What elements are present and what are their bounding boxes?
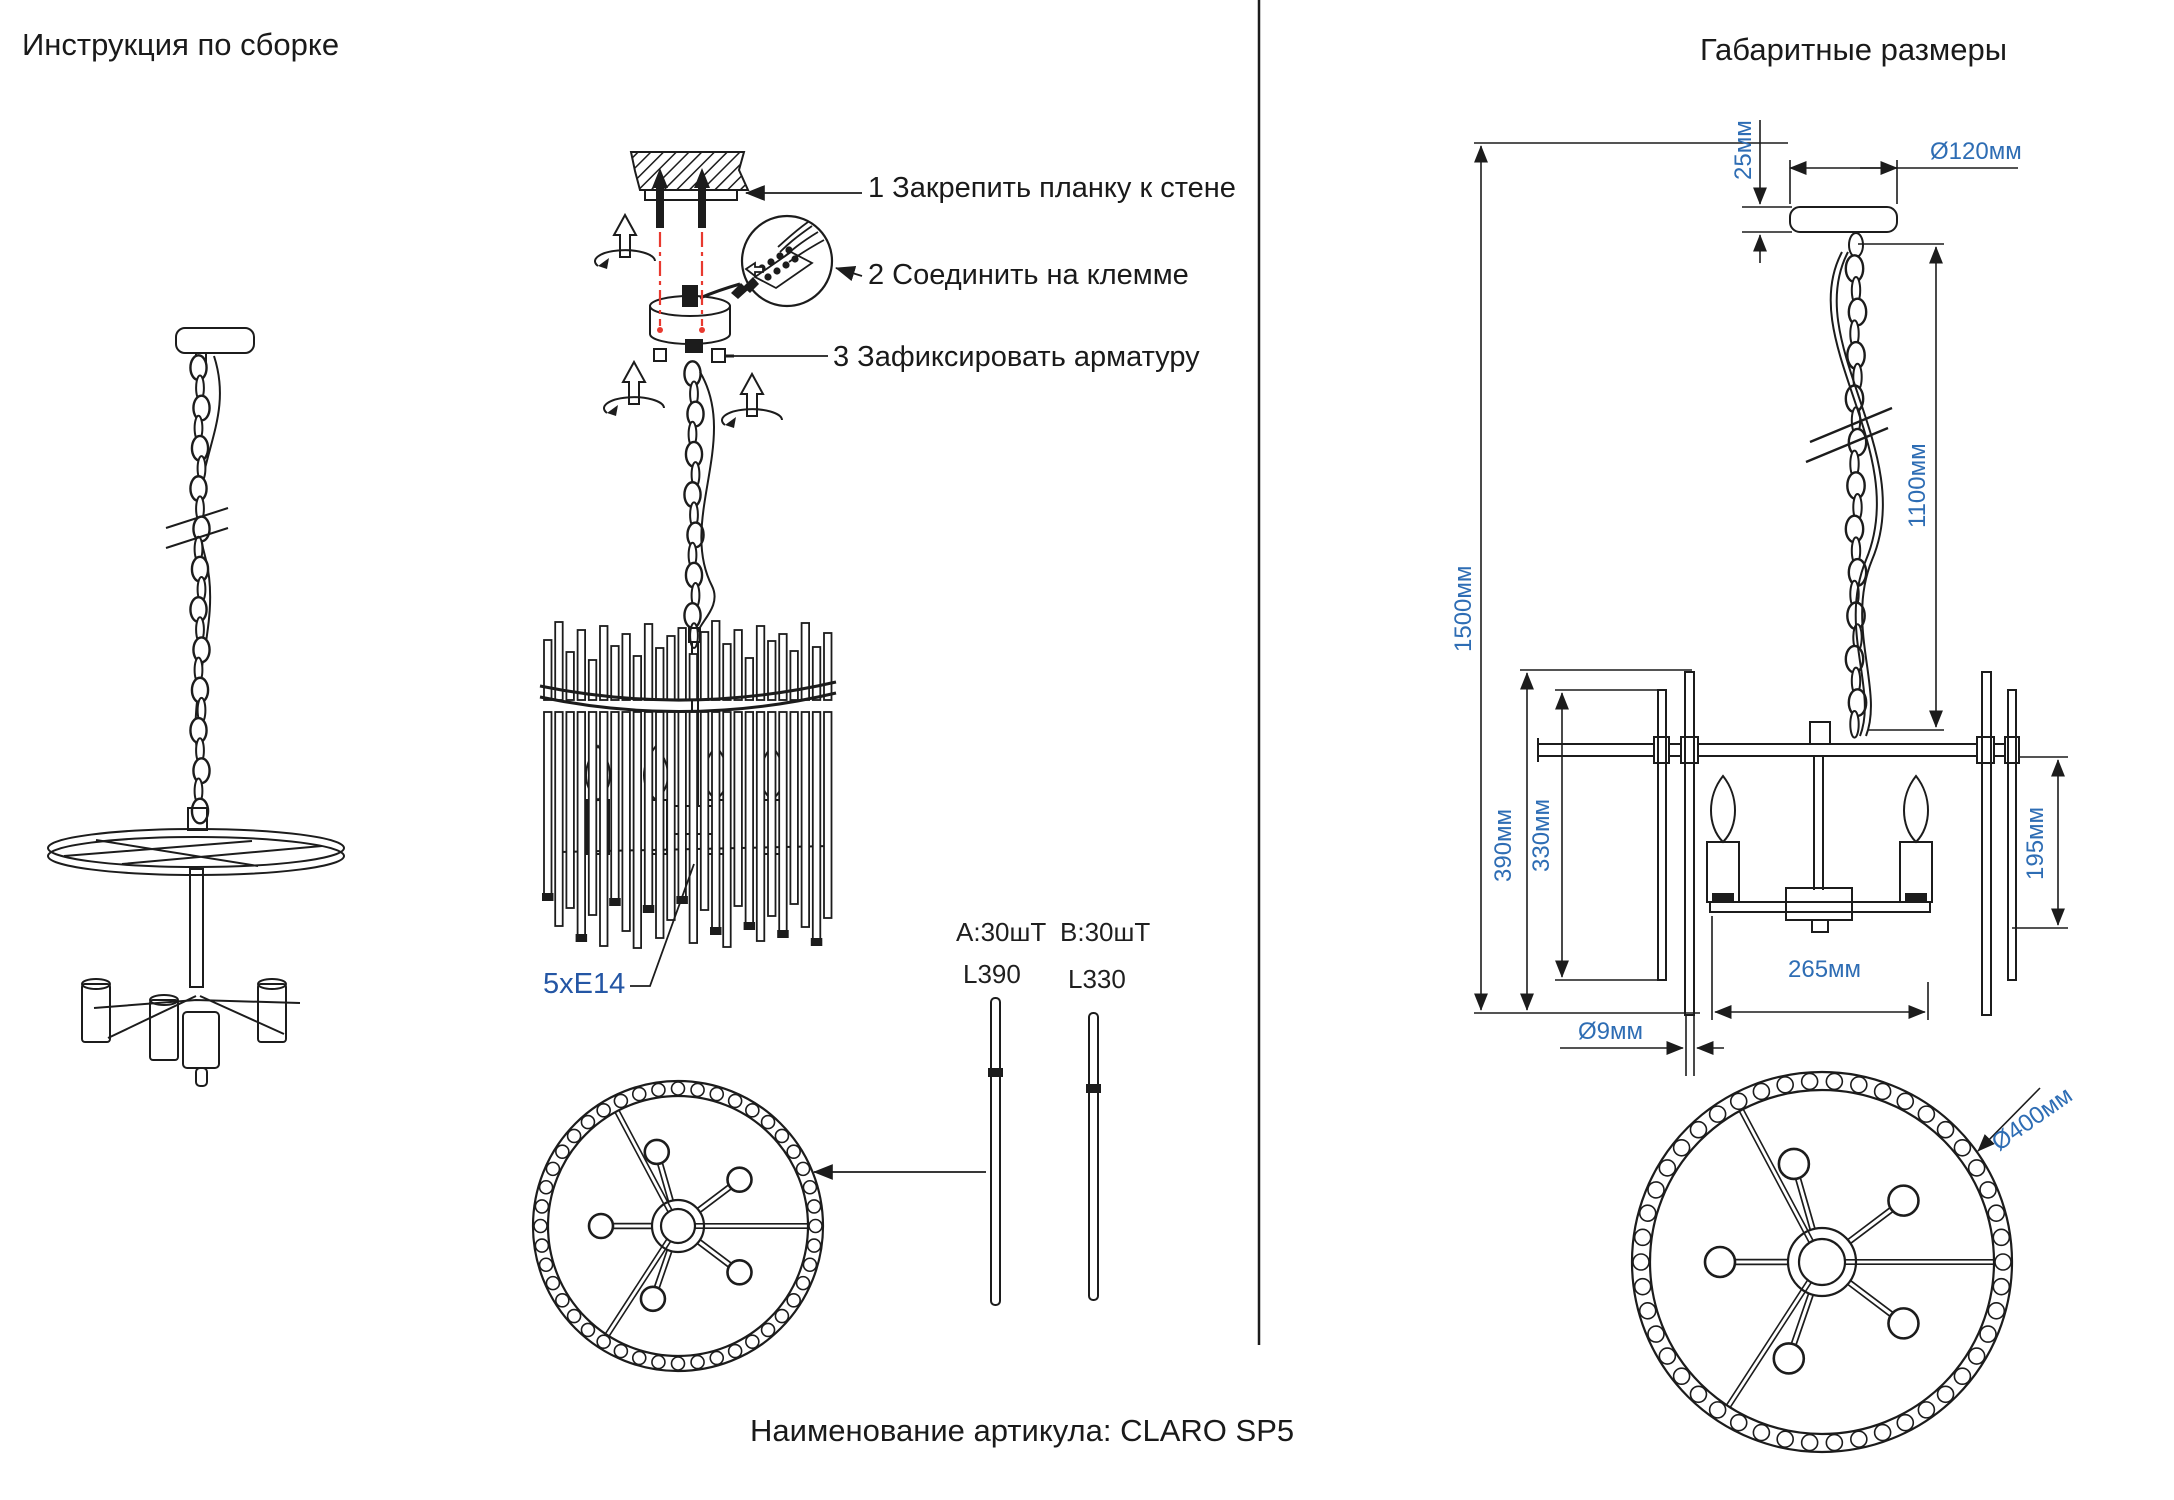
dim-canopy-diameter: Ø120мм [1930, 138, 2022, 165]
part-b-qty: В:30шТ [1060, 917, 1151, 947]
step-3-label: 3 Зафиксировать арматуру [833, 341, 1200, 373]
step-2-label: 2 Соединить на клемме [868, 259, 1189, 291]
part-b-length: L330 [1068, 964, 1126, 994]
dimension-lines [1474, 120, 2068, 1151]
part-a-qty: А:30шТ [956, 917, 1047, 947]
chandelier-side-view [48, 328, 344, 1086]
dim-rod-diameter: Ø9мм [1578, 1018, 1644, 1045]
top-view-drawing [533, 1081, 823, 1371]
dim-candle-section: 195мм [2022, 806, 2049, 880]
footer-article-name: Наименование артикула: CLARO SP5 [750, 1413, 1295, 1448]
page-title-dimensions: Габаритные размеры [1700, 32, 2008, 67]
part-rods [989, 998, 1100, 1305]
dim-outer-rod-length: 390мм [1490, 808, 1517, 882]
assembly-view [540, 152, 836, 948]
dim-shade-diameter: Ø400мм [1986, 1081, 2078, 1157]
terminal-detail [742, 216, 832, 306]
step-1-label: 1 Закрепить планку к стене [868, 172, 1236, 204]
dim-total-height: 1500мм [1450, 565, 1477, 652]
part-a-length: L390 [963, 959, 1021, 989]
dim-inner-rod-length: 330мм [1528, 798, 1555, 872]
socket-count-label: 5xE14 [543, 968, 626, 1000]
top-view-drawing [1632, 1072, 2012, 1452]
dim-canopy-height: 25мм [1730, 120, 1757, 180]
dim-suspension-length: 1100мм [1904, 443, 1931, 528]
ceiling-plate [631, 152, 748, 190]
page-title-assembly: Инструкция по сборке [22, 27, 340, 62]
dim-arm-span: 265мм [1788, 956, 1862, 983]
dimensioned-side-view [1538, 207, 2019, 1015]
alignment-guides [657, 232, 705, 333]
